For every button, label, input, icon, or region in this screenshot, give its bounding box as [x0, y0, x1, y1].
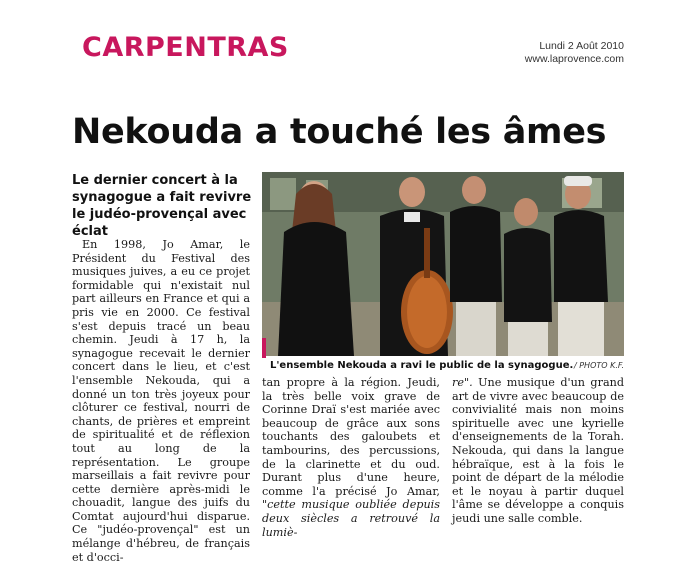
article-photo: [262, 172, 624, 356]
article-column-1: [72, 238, 250, 564]
article-column-2: [262, 376, 440, 539]
column-2-quote: "cette musique oubliée depuis deux siècles a retrouvé la lumiè-: [262, 498, 440, 539]
article-headline: Nekouda a touché les âmes: [72, 112, 607, 152]
column-3-quote: re".: [452, 376, 473, 389]
column-1-text: En 1998, Jo Amar, le Président du Festival des musiques juives, a eu ce projet formidable qui n'existait nul part ailleurs en France et qui a pris vie en 2000. Ce festival s'est depuis tracé un beau chemin. Jeudi à 17 h, la synagogue recevait le dernier concert dans le lieu, et c'est l'ensemble Nekouda, qui a donné un ton très joyeux pour clôturer ce festival, nourri de chants, de prières et empreint de spiritualité et de réflexion tout au long de la représentation. Le groupe marseillais a fait revivre pour cette dernière après-midi le chouadit, langue des juifs du Comtat aujourd'hui disparue. Ce "judéo-provençal" est un mélange d'hébreu, de français et d'occi-: [72, 238, 250, 564]
photo-credit: / PHOTO K.F.: [573, 361, 624, 370]
column-3-main: Une musique d'un grand art de vivre avec beaucoup de convivialité mais non moins spirituelle avec une kyrielle d'enseignements de la Torah. Nekouda, qui dans la langue hébraïque, est à la fois le point de départ de la mélodie et le noyau à partir duquel l'âme se développe a conquis jeudi une salle comble.: [452, 376, 624, 525]
publication-date: Lundi 2 Août 2010: [539, 40, 624, 52]
header-meta: [525, 40, 624, 66]
caption-accent-bar: [262, 338, 266, 358]
article-column-3: [452, 376, 624, 526]
photo-caption: [270, 360, 624, 371]
caption-text: L'ensemble Nekouda a ravi le public de la synagogue.: [270, 360, 574, 371]
section-title: CARPENTRAS: [82, 32, 289, 63]
column-2-text: [262, 376, 440, 539]
column-3-text: [452, 376, 624, 526]
musicians-illustration: [262, 172, 624, 356]
website-url[interactable]: www.laprovence.com: [524, 53, 624, 65]
article-standfirst: Le dernier concert à la synagogue a fait revivre le judéo-provençal avec éclat: [72, 173, 252, 239]
column-2-main: tan propre à la région. Jeudi, la très belle voix grave de Corinne Draï s'est mariée avec beaucoup de grâce aux sons touchants des galoubets et tambourins, des percussions, de la clarinette et du oud. Durant plus d'une heure, comme l'a précisé Jo Amar,: [262, 376, 440, 498]
